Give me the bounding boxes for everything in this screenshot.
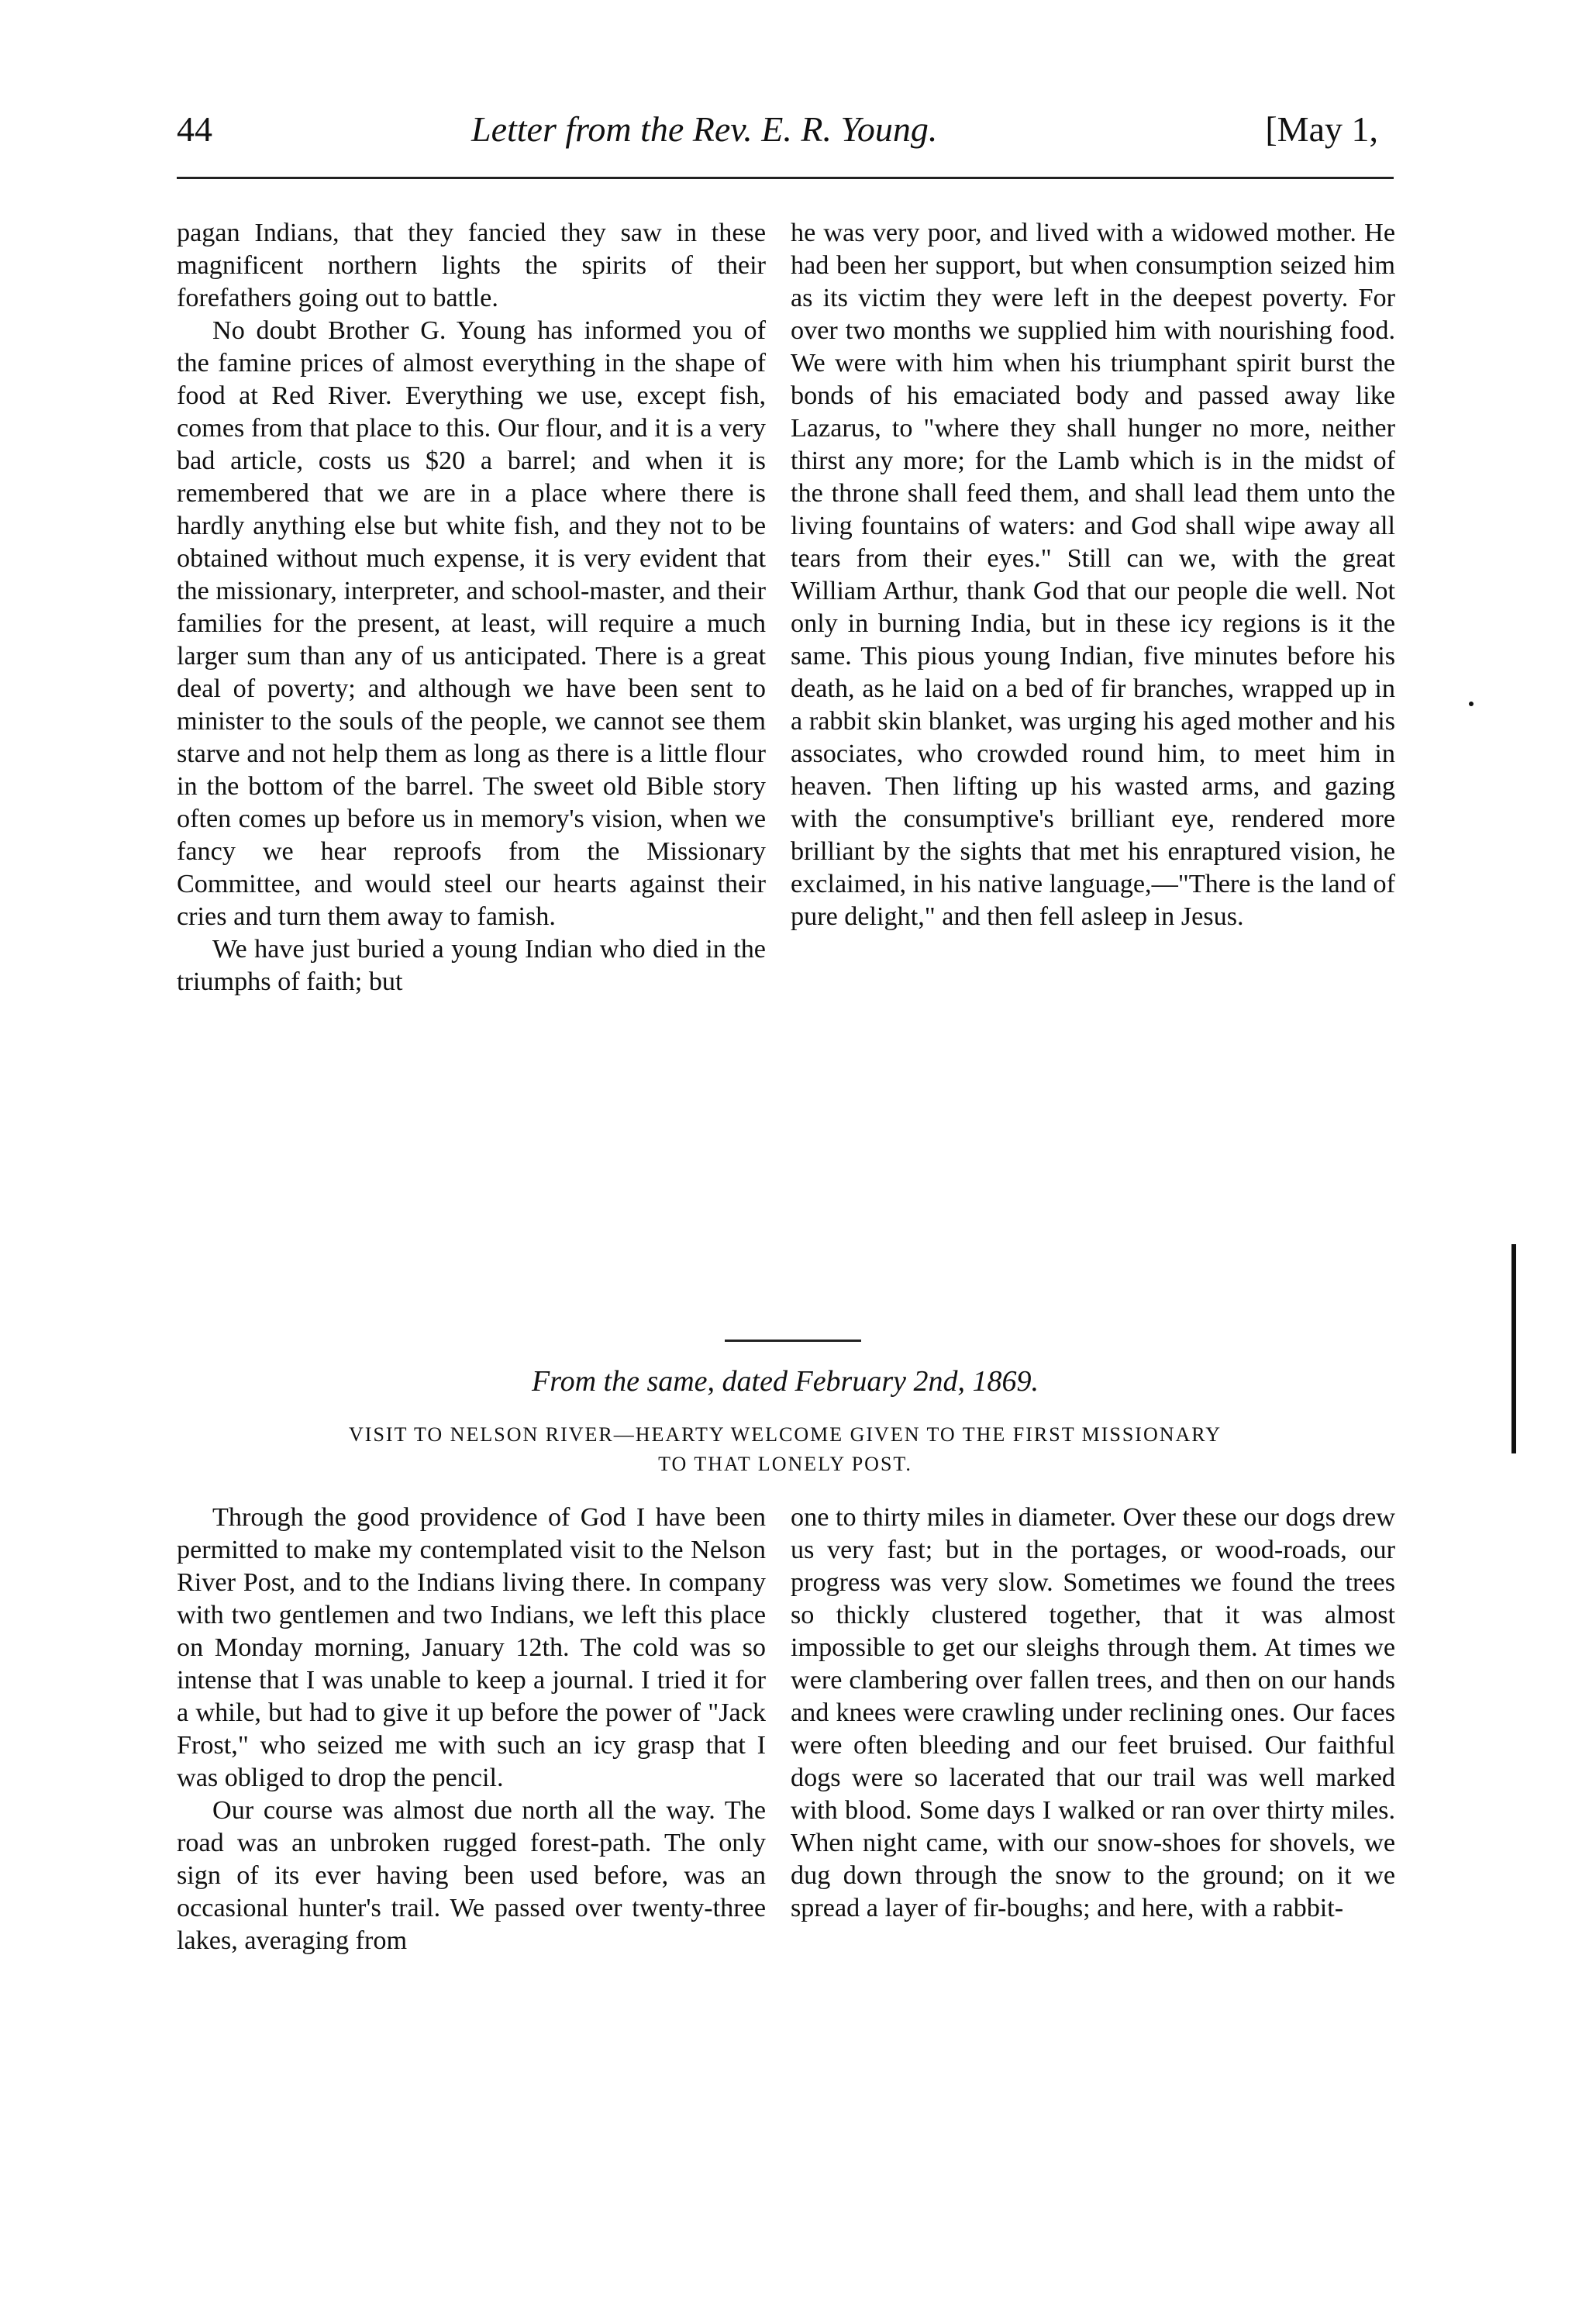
running-title: Letter from the Rev. E. R. Young. <box>471 109 938 149</box>
header-date: [May 1, <box>1265 109 1378 149</box>
paragraph: Through the good providence of God I have been permitted to make my contemplated visit to the Nelson River Post, and to the Indians living there. In company with two gentlemen and two Indians, we left this place on Monday morning, January 12th. The cold was so intense that I was unable to keep a journal. I tried it for a while, but had to give it up before the power of "Jack Frost," who seized me with such an icy grasp that I was obliged to drop the pencil. <box>177 1503 766 1792</box>
paragraph: No doubt Brother G. Young has informed you of the famine prices of almost everything in the shape of food at Red River. Everything we use, except fish, comes from that place to this. Our flour, and it is a very bad article, costs us $20 a barrel; and when it is remembered that we are in a place where there is hardly anything else but white fish, and they not to be obtained without much expense, it is very evident that the missionary, interpreter, and school-master, and their families for the present, at least, will require a much larger sum than any of us anticipated. There is a great deal of poverty; and although we have been sent to minister to the souls of the people, we cannot see them starve and not help them as long as there is a little flour in the bottom of the barrel. The sweet old Bible story often comes up before us in memory's vision, when we fancy we hear reproofs from the Missionary Committee, and would steel our hearts against their cries and turn them away to famish. <box>177 316 766 931</box>
subheading-line: VISIT TO NELSON RIVER—HEARTY WELCOME GIVEN TO THE FIRST MISSIONARY <box>349 1423 1222 1446</box>
paragraph: pagan Indians, that they fancied they saw in these magnificent northern lights the spirits of their forefathers going out to battle. <box>177 219 766 312</box>
page-number: 44 <box>177 109 212 149</box>
section2-column-left <box>177 1502 766 1957</box>
margin-bar <box>1511 1244 1516 1453</box>
section1-column-left <box>177 217 766 998</box>
paragraph: one to thirty miles in diameter. Over these our dogs drew us very fast; but in the portages, or wood-roads, our progress was very slow. Sometimes we found the trees so thickly clustered together, that it was almost impossible to get our sleighs through them. At times we were clambering over fallen trees, and then on our hands and knees were crawling under reclining ones. Our faces were often bleeding and our feet bruised. Our faithful dogs were so lacerated that our trail was well marked with blood. Some days I walked or ran over thirty miles. When night came, with our snow-shoes for shovels, we dug down through the snow to the ground; on it we spread a layer of fir-boughs; and here, with a rabbit- <box>791 1503 1395 1922</box>
dateline: From the same, dated February 2nd, 1869. <box>532 1365 1039 1398</box>
section1-column-right <box>791 217 1395 933</box>
section2-column-right <box>791 1502 1395 1925</box>
running-header <box>177 109 1401 155</box>
paragraph: We have just buried a young Indian who died in the triumphs of faith; but <box>177 935 766 996</box>
paragraph: Our course was almost due north all the way. The road was an unbroken rugged forest-path. The only sign of its ever having been used before, was an occasional hunter's trail. We passed over twenty-three lakes, averaging from <box>177 1796 766 1955</box>
margin-mark <box>1469 702 1474 706</box>
section-subheading <box>177 1420 1394 1479</box>
header-rule <box>177 177 1394 179</box>
section-divider <box>725 1340 861 1342</box>
subheading-line: TO THAT LONELY POST. <box>658 1453 912 1475</box>
paragraph: he was very poor, and lived with a widowed mother. He had been her support, but when consumption seized him as its victim they were left in the deepest poverty. For over two months we supplied him with nourishing food. We were with him when his triumphant spirit burst the bonds of his emaciated body and passed away like Lazarus, to "where they shall hunger no more, neither thirst any more; for the Lamb which is in the midst of the throne shall feed them, and shall lead them unto the living fountains of waters: and God shall wipe away all tears from their eyes." Still can we, with the great William Arthur, thank God that our people die well. Not only in burning India, but in these icy regions is it the same. This pious young Indian, five minutes before his death, as he laid on a bed of fir branches, wrapped up in a rabbit skin blanket, was urging his aged mother and his associates, who crowded round him, to meet him in heaven. Then lifting up his wasted arms, and gazing with the consumptive's brilliant eye, rendered more brilliant by the sights that met his enraptured vision, he exclaimed, in his native language,—"There is the land of pure delight," and then fell asleep in Jesus. <box>791 219 1395 931</box>
